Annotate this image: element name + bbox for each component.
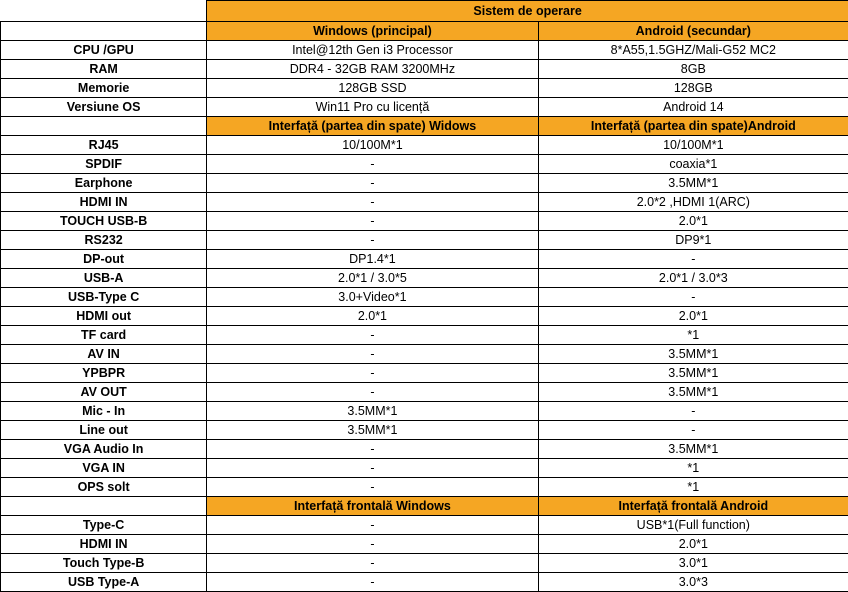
android-value-cell: 3.0*1 [538, 554, 848, 573]
spec-label-cell: VGA IN [1, 459, 207, 478]
table-row [1, 136, 848, 155]
windows-value-cell: Win11 Pro cu licență [207, 98, 538, 117]
spec-label-cell: USB Type-A [1, 573, 207, 592]
section-header-empty-cell [1, 22, 207, 41]
android-value-cell: *1 [538, 478, 848, 497]
windows-value-cell: - [207, 383, 538, 402]
spec-label-cell: Memorie [1, 79, 207, 98]
windows-value-cell: 2.0*1 [207, 307, 538, 326]
spec-label-cell: HDMI IN [1, 193, 207, 212]
android-value-cell: 10/100M*1 [538, 136, 848, 155]
spec-label-cell: OPS solt [1, 478, 207, 497]
table-row [1, 60, 848, 79]
spec-label-cell: HDMI IN [1, 535, 207, 554]
android-column-header: Interfață (partea din spate)Android [538, 117, 848, 136]
table-row [1, 326, 848, 345]
android-value-cell: USB*1(Full function) [538, 516, 848, 535]
android-value-cell: 8*A55,1.5GHZ/Mali-G52 MC2 [538, 41, 848, 60]
spec-label-cell: AV IN [1, 345, 207, 364]
windows-value-cell: - [207, 231, 538, 250]
android-value-cell: 2.0*1 [538, 535, 848, 554]
android-value-cell: 2.0*1 / 3.0*3 [538, 269, 848, 288]
windows-value-cell: 3.0+Video*1 [207, 288, 538, 307]
windows-value-cell: - [207, 326, 538, 345]
windows-column-header: Interfață (partea din spate) Widows [207, 117, 538, 136]
os-title: Sistem de operare [207, 1, 848, 22]
windows-column-header: Interfață frontală Windows [207, 497, 538, 516]
windows-value-cell: - [207, 193, 538, 212]
spec-label-cell: USB-Type C [1, 288, 207, 307]
windows-value-cell: - [207, 516, 538, 535]
windows-value-cell: - [207, 174, 538, 193]
table-row [1, 231, 848, 250]
spec-label-cell: Mic - In [1, 402, 207, 421]
table-row [1, 516, 848, 535]
android-column-header: Interfață frontală Android [538, 497, 848, 516]
section-header-empty-cell [1, 497, 207, 516]
table-row [1, 364, 848, 383]
table-row [1, 345, 848, 364]
windows-value-cell: - [207, 155, 538, 174]
android-value-cell: 128GB [538, 79, 848, 98]
section-header-empty-cell [1, 117, 207, 136]
table-row [1, 193, 848, 212]
windows-value-cell: 2.0*1 / 3.0*5 [207, 269, 538, 288]
spec-label-cell: CPU /GPU [1, 41, 207, 60]
spec-label-cell: RJ45 [1, 136, 207, 155]
table-row [1, 535, 848, 554]
table-row [1, 269, 848, 288]
spec-label-cell: SPDIF [1, 155, 207, 174]
windows-value-cell: - [207, 459, 538, 478]
android-value-cell: 2.0*1 [538, 307, 848, 326]
table-row [1, 383, 848, 402]
windows-value-cell: DP1.4*1 [207, 250, 538, 269]
windows-value-cell: - [207, 364, 538, 383]
spec-label-cell: VGA Audio In [1, 440, 207, 459]
windows-value-cell: 128GB SSD [207, 79, 538, 98]
windows-value-cell: - [207, 345, 538, 364]
android-column-header: Android (secundar) [538, 22, 848, 41]
spec-label-cell: Touch Type-B [1, 554, 207, 573]
windows-value-cell: - [207, 535, 538, 554]
windows-value-cell: DDR4 - 32GB RAM 3200MHz [207, 60, 538, 79]
spec-label-cell: Line out [1, 421, 207, 440]
windows-column-header: Windows (principal) [207, 22, 538, 41]
windows-value-cell: Intel@12th Gen i3 Processor [207, 41, 538, 60]
windows-value-cell: 3.5MM*1 [207, 402, 538, 421]
spec-label-cell: AV OUT [1, 383, 207, 402]
android-value-cell: DP9*1 [538, 231, 848, 250]
table-row [1, 212, 848, 231]
spec-label-cell: DP-out [1, 250, 207, 269]
table-row [1, 307, 848, 326]
android-value-cell: *1 [538, 459, 848, 478]
android-value-cell: *1 [538, 326, 848, 345]
table-row [1, 478, 848, 497]
table-row [1, 174, 848, 193]
spec-label-cell: HDMI out [1, 307, 207, 326]
table-row [1, 79, 848, 98]
android-value-cell: 3.5MM*1 [538, 174, 848, 193]
android-value-cell: 3.5MM*1 [538, 364, 848, 383]
android-value-cell: Android 14 [538, 98, 848, 117]
section-header-row [1, 117, 848, 136]
android-value-cell: 2.0*2 ,HDMI 1(ARC) [538, 193, 848, 212]
table-row [1, 554, 848, 573]
section-header-row [1, 497, 848, 516]
android-value-cell: - [538, 250, 848, 269]
android-value-cell: 2.0*1 [538, 212, 848, 231]
title-row [1, 1, 848, 22]
android-value-cell: coaxia*1 [538, 155, 848, 174]
windows-value-cell: - [207, 478, 538, 497]
spec-label-cell: RS232 [1, 231, 207, 250]
windows-value-cell: - [207, 573, 538, 592]
android-value-cell: 3.0*3 [538, 573, 848, 592]
windows-value-cell: - [207, 212, 538, 231]
table-row [1, 41, 848, 60]
spec-label-cell: USB-A [1, 269, 207, 288]
spec-label-cell: TF card [1, 326, 207, 345]
spec-table-body [1, 1, 848, 592]
android-value-cell: 3.5MM*1 [538, 383, 848, 402]
spec-label-cell: Type-C [1, 516, 207, 535]
android-value-cell: - [538, 288, 848, 307]
windows-value-cell: 3.5MM*1 [207, 421, 538, 440]
table-row [1, 98, 848, 117]
windows-value-cell: 10/100M*1 [207, 136, 538, 155]
table-row [1, 288, 848, 307]
android-value-cell: - [538, 421, 848, 440]
android-value-cell: 3.5MM*1 [538, 440, 848, 459]
table-row [1, 155, 848, 174]
section-header-row [1, 22, 848, 41]
android-value-cell: 3.5MM*1 [538, 345, 848, 364]
windows-value-cell: - [207, 554, 538, 573]
table-row [1, 421, 848, 440]
spec-label-cell: TOUCH USB-B [1, 212, 207, 231]
table-row [1, 440, 848, 459]
table-row [1, 459, 848, 478]
android-value-cell: - [538, 402, 848, 421]
spec-label-cell: RAM [1, 60, 207, 79]
android-value-cell: 8GB [538, 60, 848, 79]
table-row [1, 250, 848, 269]
blank-corner-cell [1, 1, 207, 22]
spec-label-cell: Versiune OS [1, 98, 207, 117]
table-row [1, 402, 848, 421]
spec-label-cell: Earphone [1, 174, 207, 193]
spec-label-cell: YPBPR [1, 364, 207, 383]
windows-value-cell: - [207, 440, 538, 459]
